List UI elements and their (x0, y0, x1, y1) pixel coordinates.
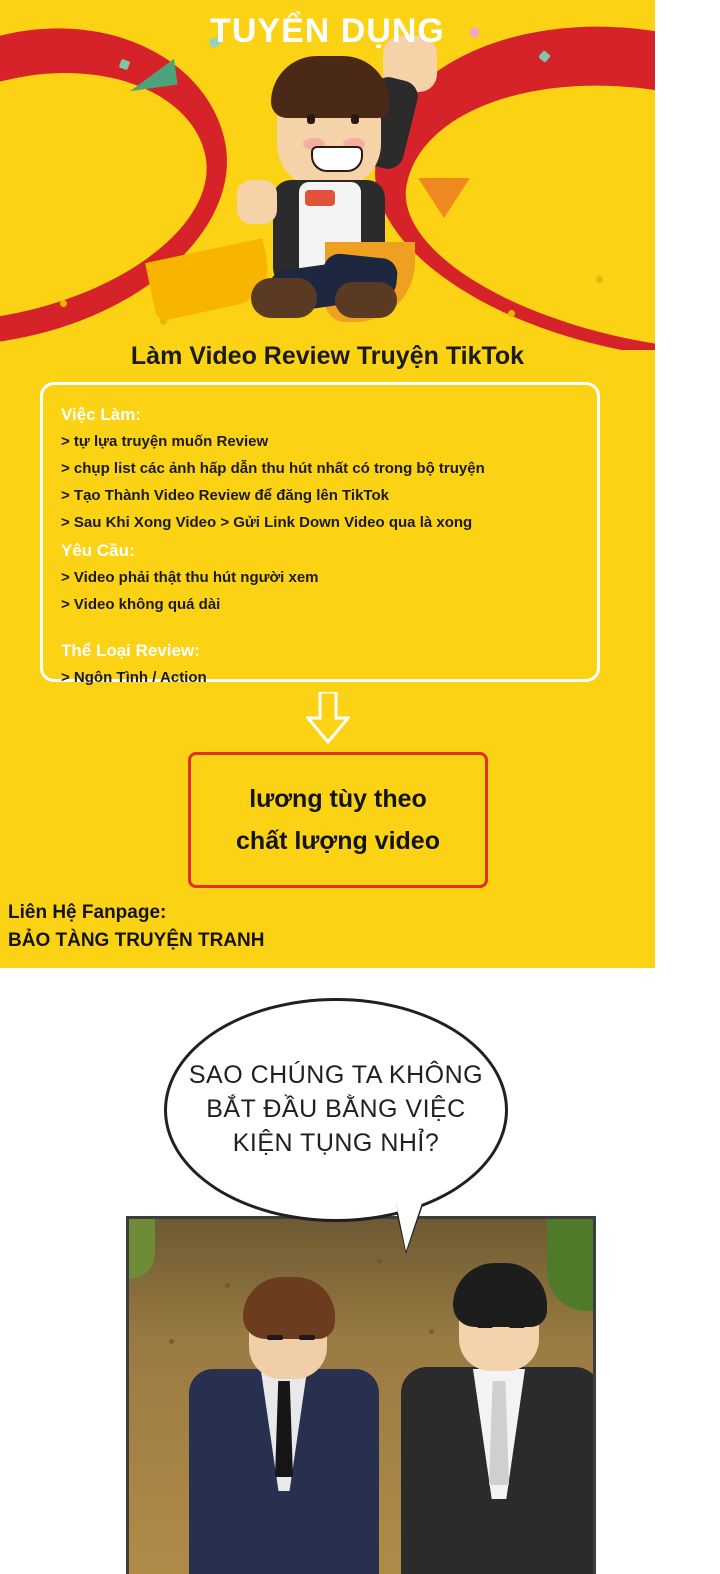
ad-subtitle: Làm Video Review Truyện TikTok (130, 342, 525, 370)
ad-title: TUYỂN DỤNG (210, 12, 445, 50)
dot-decoration (60, 300, 67, 307)
section-item: > tự lựa truyện muốn Review (61, 433, 269, 450)
section-heading-viec-lam: Việc Làm: (61, 405, 142, 424)
salary-box (188, 752, 488, 888)
spacer (61, 623, 579, 637)
section-item: > chụp list các ảnh hấp dẫn thu hút nhất có trong bộ truyện (61, 460, 485, 477)
section-heading-the-loai: Thể Loại Review: (61, 641, 200, 660)
speech-bubble-tail (396, 1203, 422, 1251)
dot-decoration (596, 276, 603, 283)
dot-decoration (508, 310, 515, 317)
contact-label: Liên Hệ Fanpage: (8, 902, 167, 923)
ground-speck (169, 1339, 174, 1344)
salary-line-2: chất lượng video (236, 827, 440, 855)
speech-bubble-text: SAO CHÚNG TA KHÔNG BẮT ĐẦU BẰNG VIỆC KIỆN TỤNG NHỈ? (188, 1061, 484, 1157)
eye (299, 1335, 315, 1340)
section-item: > Ngôn Tình / Action (61, 669, 207, 686)
character-illustration (215, 30, 465, 350)
banner-artwork (0, 0, 655, 350)
contact-block (8, 902, 265, 952)
speech-bubble (164, 998, 508, 1222)
eye (509, 1323, 525, 1328)
eye (477, 1323, 493, 1328)
contact-fanpage-name: BẢO TÀNG TRUYỆN TRANH (8, 930, 265, 951)
brown-hair (243, 1277, 335, 1339)
section-item: > Video không quá dài (61, 596, 221, 613)
comic-panel (126, 1216, 596, 1574)
ad-info-box (40, 382, 600, 686)
arrow-down-icon (306, 692, 350, 744)
comic-section (0, 968, 720, 1574)
ground-speck (225, 1283, 230, 1288)
section-item: > Sau Khi Xong Video > Gửi Link Down Video qua là xong (61, 514, 473, 531)
ground-speck (377, 1259, 382, 1264)
salary-line-1: lương tùy theo (249, 784, 427, 813)
section-item: > Tạo Thành Video Review để đăng lên TikTok (61, 487, 389, 504)
section-item: > Video phải thật thu hút người xem (61, 569, 319, 586)
section-heading-yeu-cau: Yêu Cầu: (61, 541, 135, 560)
ground-speck (429, 1329, 434, 1334)
eye (267, 1335, 283, 1340)
